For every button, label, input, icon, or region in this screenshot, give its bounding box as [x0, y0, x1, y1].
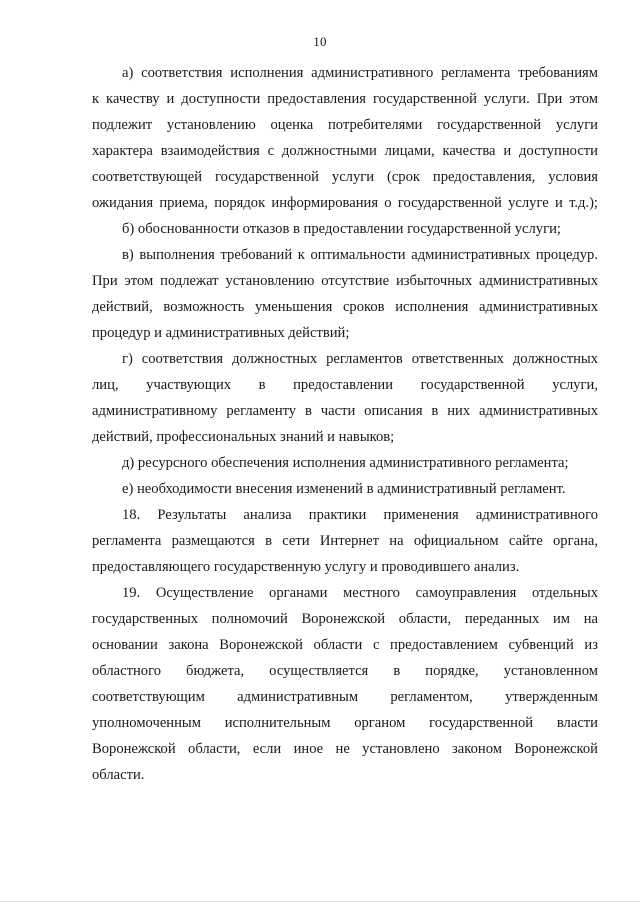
- text-line: в) выполнения требований к оптимальности административных процедур.: [122, 247, 598, 263]
- text-line: а) соответствия исполнения административного регламента требованиям: [122, 65, 598, 81]
- text-line: б) обоснованности отказов в предоставлении государственной услуги;: [122, 221, 561, 237]
- text-line: области.: [92, 767, 145, 783]
- text-line: лиц, участвующих в предоставлении государственной услуги,: [92, 377, 598, 393]
- text-line: д) ресурсного обеспечения исполнения административного регламента;: [122, 455, 569, 471]
- text-line: е) необходимости внесения изменений в административный регламент.: [122, 481, 566, 497]
- text-line: административному регламенту в части описания в них административных: [92, 403, 598, 419]
- text-line: регламента размещаются в сети Интернет на официальном сайте органа,: [92, 533, 598, 549]
- text-line: Воронежской области, если иное не установлено законом Воронежской: [92, 741, 598, 757]
- page-number: 10: [313, 34, 327, 49]
- text-line: основании закона Воронежской области с предоставлением субвенций из: [92, 637, 598, 653]
- text-line: ожидания приема, порядок информирования о государственной услуге и т.д.);: [92, 195, 598, 211]
- text-line: соответствующей государственной услуги (срок предоставления, условия: [92, 169, 598, 185]
- text-line: При этом подлежат установлению отсутствие избыточных административных: [92, 273, 598, 289]
- text-line: характера взаимодействия с должностными лицами, качества и доступности: [92, 143, 598, 159]
- text-line: соответствующим административным регламентом, утвержденным: [92, 689, 598, 705]
- text-line: подлежит установлению оценка потребителями государственной услуги: [92, 117, 598, 133]
- text-line: областного бюджета, осуществляется в порядке, установленном: [92, 663, 598, 679]
- text-line: уполномоченным исполнительным органом государственной власти: [92, 715, 598, 731]
- text-line: 19. Осуществление органами местного самоуправления отдельных: [122, 585, 598, 601]
- text-line: действий, возможность уменьшения сроков исполнения административных: [92, 299, 598, 315]
- text-line: действий, профессиональных знаний и навыков;: [92, 429, 395, 445]
- text-line: к качеству и доступности предоставления государственной услуги. При этом: [92, 91, 598, 107]
- text-line: 18. Результаты анализа практики применения административного: [122, 507, 598, 523]
- text-line: процедур и административных действий;: [92, 325, 350, 341]
- text-line: предоставляющего государственную услугу и проводившего анализ.: [92, 559, 520, 575]
- text-line: г) соответствия должностных регламентов ответственных должностных: [122, 351, 598, 367]
- text-line: государственных полномочий Воронежской области, переданных им на: [92, 611, 598, 627]
